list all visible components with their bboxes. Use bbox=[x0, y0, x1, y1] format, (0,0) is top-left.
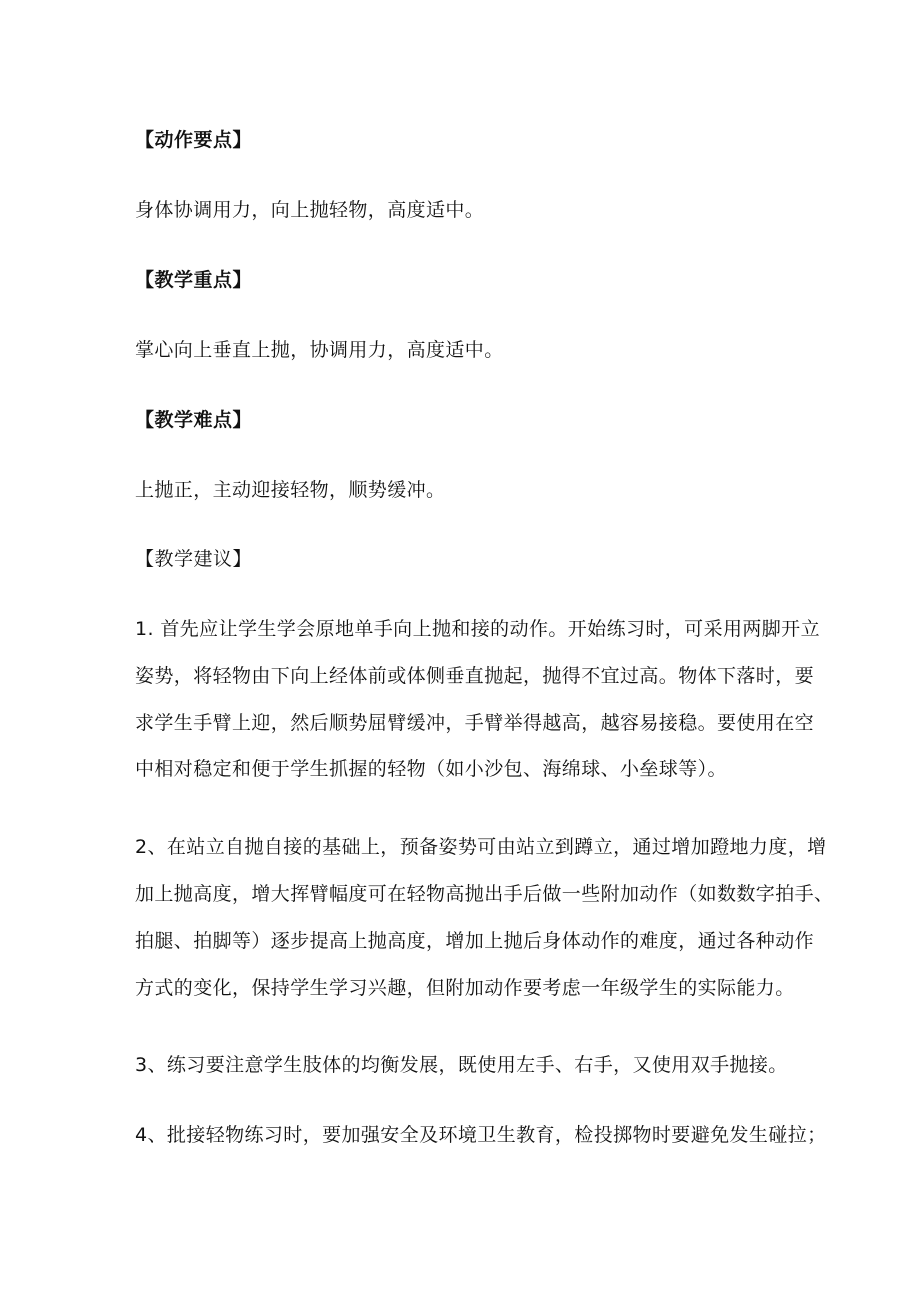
suggestion-3-line: 3、练习要注意学生肢体的均衡发展，既使用左手、右手，又使用双手抛接。 bbox=[135, 1054, 788, 1076]
suggestion-2-line: 拍腿、拍脚等）逐步提高上抛高度，增加上抛后身体动作的难度，通过各种动作 bbox=[135, 930, 815, 952]
heading-teaching-suggestions: 【教学建议】 bbox=[135, 548, 253, 570]
heading-teaching-focus: 【教学重点】 bbox=[135, 269, 253, 291]
suggestion-2-line: 方式的变化，保持学生学习兴趣，但附加动作要考虑一年级学生的实际能力。 bbox=[135, 977, 795, 999]
heading-teaching-difficulty: 【教学难点】 bbox=[135, 409, 253, 431]
heading-action-points: 【动作要点】 bbox=[135, 129, 253, 151]
suggestion-2-line: 2、在站立自抛自接的基础上，预备姿势可由站立到蹲立，通过增加蹬地力度，增 bbox=[135, 836, 827, 858]
suggestion-1-line: 1. 首先应让学生学会原地单手向上抛和接的动作。开始练习时，可采用两脚开立 bbox=[135, 618, 820, 640]
suggestion-2-line: 加上抛高度，增大挥臂幅度可在轻物高抛出手后做一些附加动作（如数数字拍手、 bbox=[135, 883, 834, 905]
text-action-points: 身体协调用力，向上抛轻物，高度适中。 bbox=[135, 199, 485, 221]
suggestion-1-line: 中相对稳定和便于学生抓握的轻物（如小沙包、海绵球、小垒球等）。 bbox=[135, 758, 727, 780]
suggestion-1-line: 求学生手臂上迎，然后顺势屈臂缓冲，手臂举得越高，越容易接稳。要使用在空 bbox=[135, 712, 815, 734]
text-teaching-focus: 掌心向上垂直上抛，协调用力，高度适中。 bbox=[135, 339, 504, 361]
text-teaching-difficulty: 上抛正，主动迎接轻物，顺势缓冲。 bbox=[135, 479, 446, 501]
suggestion-1-line: 姿势，将轻物由下向上经体前或体侧垂直抛起，抛得不宜过高。物体下落时，要 bbox=[135, 665, 815, 687]
suggestion-4-line: 4、批接轻物练习时，要加强安全及环境卫生教育，检投掷物时要避免发生碰拉； bbox=[135, 1124, 827, 1146]
